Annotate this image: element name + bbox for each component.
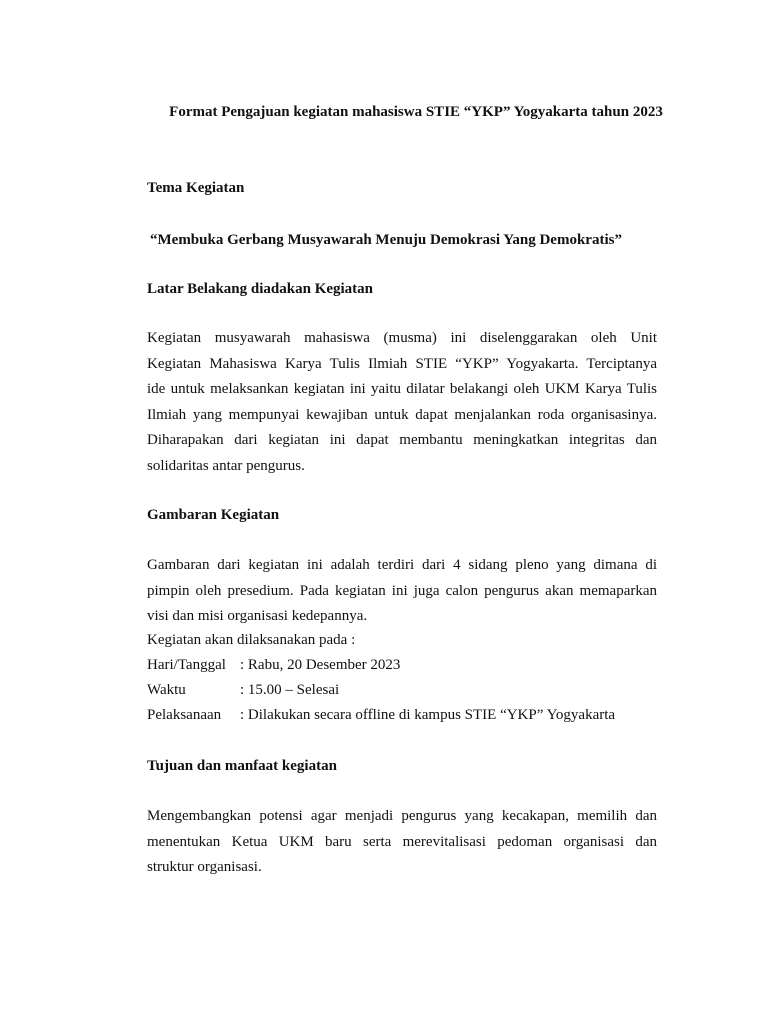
schedule-intro: Kegiatan akan dilaksanakan pada : <box>147 632 356 648</box>
paragraph-gambaran <box>147 553 657 630</box>
detail-label: Waktu <box>147 682 186 698</box>
paragraph-latar-belakang <box>147 326 657 479</box>
paragraph-line: solidaritas antar pengurus. <box>147 457 305 474</box>
heading-tujuan-manfaat: Tujuan dan manfaat kegiatan <box>147 758 337 774</box>
paragraph-line: menentukan Ketua UKM baru serta merevitalisasi pedoman organisasi dan <box>147 833 657 850</box>
theme-quote: “Membuka Gerbang Musyawarah Menuju Demokrasi Yang Demokratis” <box>150 232 622 248</box>
paragraph-line: Kegiatan musyawarah mahasiswa (musma) ini diselenggarakan oleh Unit <box>147 330 657 346</box>
detail-value: : 15.00 – Selesai <box>240 682 340 698</box>
detail-row-hari-tanggal <box>147 654 400 676</box>
detail-label: Hari/Tanggal <box>147 657 226 673</box>
paragraph-tujuan <box>147 804 657 881</box>
detail-value: : Rabu, 20 Desember 2023 <box>240 657 401 673</box>
paragraph-line: Kegiatan Mahasiswa Karya Tulis Ilmiah STIE “YKP” Yogyakarta. Terciptanya <box>147 355 657 372</box>
paragraph-line: ide untuk melaksankan kegiatan ini yaitu dilatar belakangi oleh UKM Karya Tulis <box>147 381 657 397</box>
detail-value: : Dilakukan secara offline di kampus STIE “YKP” Yogyakarta <box>240 707 616 723</box>
paragraph-line: Gambaran dari kegiatan ini adalah terdiri dari 4 sidang pleno yang dimana di <box>147 557 657 573</box>
paragraph-line: Mengembangkan potensi agar menjadi pengurus yang kecakapan, memilih dan <box>147 808 657 824</box>
heading-latar-belakang: Latar Belakang diadakan Kegiatan <box>147 281 374 297</box>
paragraph-line: visi dan misi organisasi kedepannya. <box>147 608 368 624</box>
document-title: Format Pengajuan kegiatan mahasiswa STIE “YKP” Yogyakarta tahun 2023 <box>169 104 663 120</box>
paragraph-line: Ilmiah yang mempunyai kewajiban untuk dapat menjalankan roda organisasinya. <box>147 406 657 423</box>
paragraph-line: pimpin oleh presedium. Pada kegiatan ini juga calon pengurus akan memaparkan <box>147 582 657 599</box>
paragraph-line: struktur organisasi. <box>147 859 262 875</box>
heading-tema-kegiatan: Tema Kegiatan <box>147 180 245 196</box>
detail-label: Pelaksanaan <box>147 707 222 723</box>
heading-gambaran-kegiatan: Gambaran Kegiatan <box>147 507 280 523</box>
detail-row-pelaksanaan <box>147 704 615 726</box>
detail-row-waktu <box>147 679 339 701</box>
paragraph-line: Diharapakan dari kegiatan ini dapat membantu meningkatkan integritas dan <box>147 432 657 448</box>
